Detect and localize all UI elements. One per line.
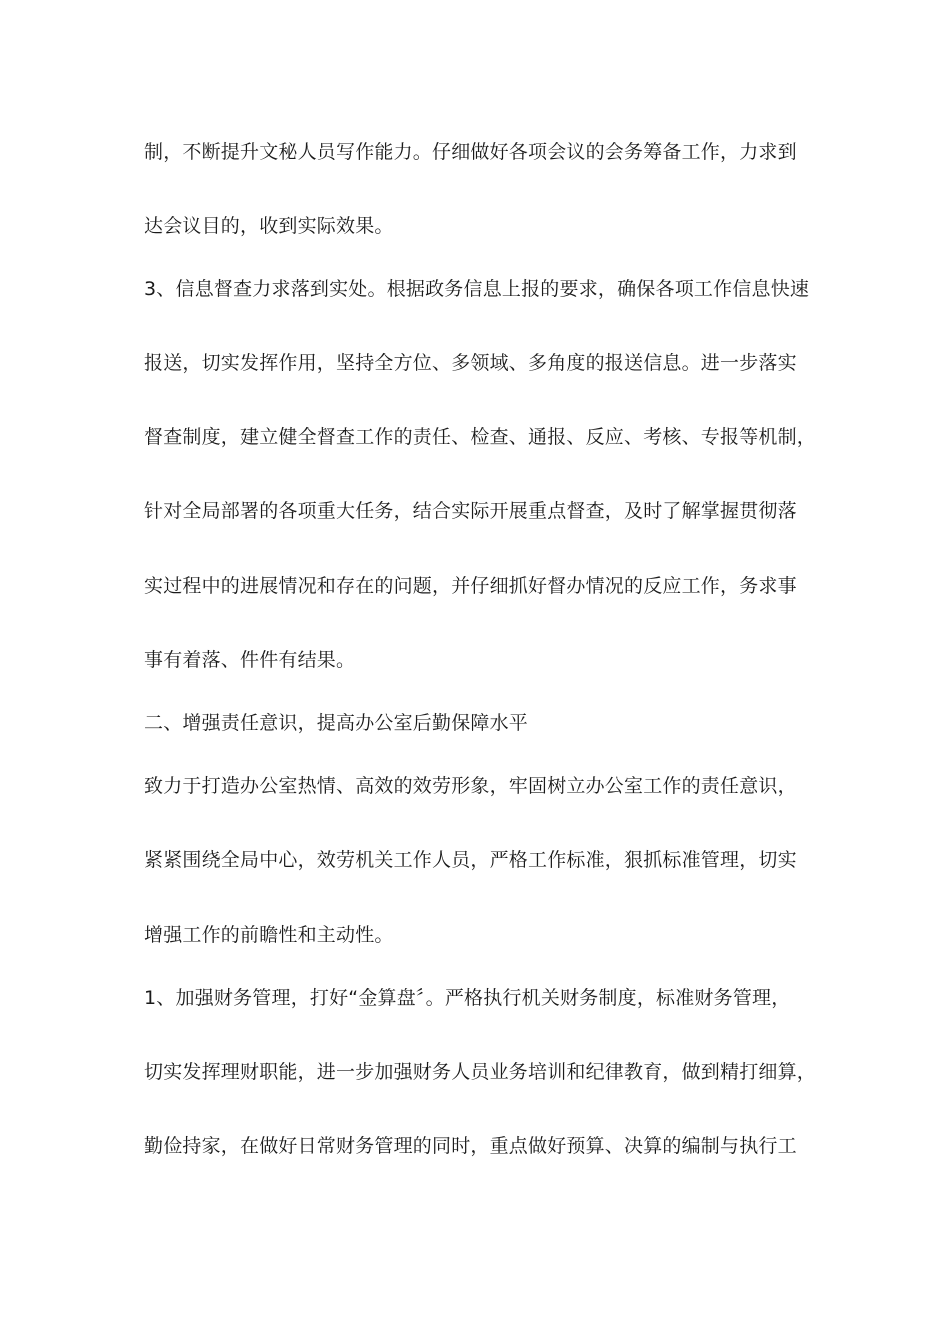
text-line: 达会议目的，收到实际效果。: [144, 215, 394, 237]
text-line: 报送，切实发挥作用，坚持全方位、多领域、多角度的报送信息。进一步落实: [144, 352, 797, 374]
text-line: 实过程中的进展情况和存在的问题，并仔细抓好督办情况的反应工作，务求事: [144, 575, 797, 597]
text-line: 针对全局部署的各项重大任务，结合实际开展重点督查，及时了解掌握贯彻落: [144, 500, 797, 522]
section-heading: 二、增强责任意识，提高办公室后勤保障水平: [144, 712, 529, 734]
text-line: 增强工作的前瞻性和主动性。: [144, 924, 394, 946]
text-line: 3、信息督查力求落到实处。根据政务信息上报的要求，确保各项工作信息快速: [144, 278, 810, 300]
text-line: 1、加强财务管理，打好“金算盘〞。严格执行机关财务制度，标准财务管理，: [144, 987, 791, 1009]
text-line: 事有着落、件件有结果。: [144, 649, 356, 671]
text-line: 致力于打造办公室热情、高效的效劳形象，牢固树立办公室工作的责任意识，: [144, 775, 797, 797]
text-line: 制，不断提升文秘人员写作能力。仔细做好各项会议的会务筹备工作，力求到: [144, 141, 797, 163]
text-line: 切实发挥理财职能，进一步加强财务人员业务培训和纪律教育，做到精打细算，: [144, 1061, 817, 1083]
text-line: 紧紧围绕全局中心，效劳机关工作人员，严格工作标准，狠抓标准管理，切实: [144, 849, 797, 871]
text-line: 督查制度，建立健全督查工作的责任、检查、通报、反应、考核、专报等机制，: [144, 426, 817, 448]
text-line: 勤俭持家，在做好日常财务管理的同时，重点做好预算、决算的编制与执行工: [144, 1135, 797, 1157]
